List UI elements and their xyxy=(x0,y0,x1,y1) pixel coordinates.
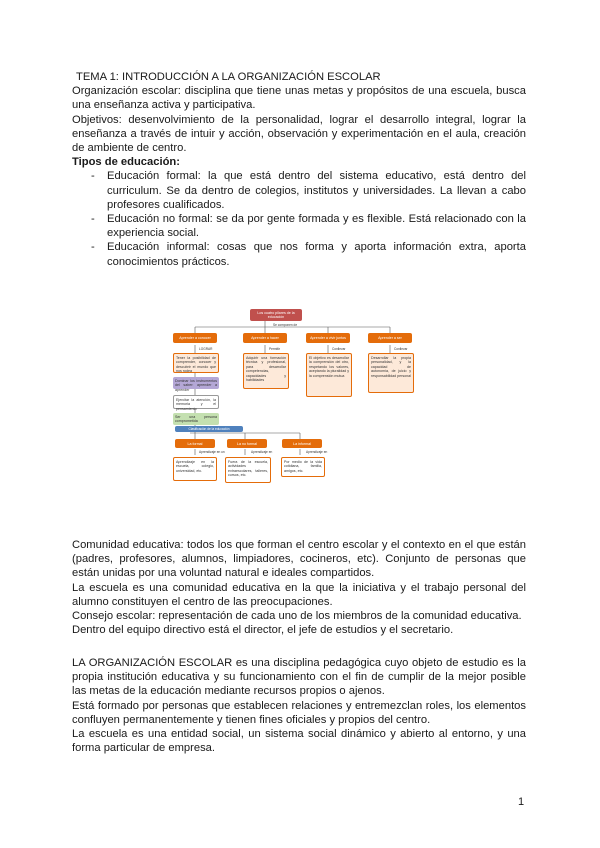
pillar-text-box: Desarrollar la propia personalidad, y la capacidad de autonomía, de juicio y responsabilidad personal xyxy=(368,353,414,393)
intro-objetivos: Objetivos: desenvolvimiento de la personalidad, lograr el desarrollo integral, lograr la enseñanza a través de intuir y acción, observación y experimentación en el aula, creación de ambiente de centro. xyxy=(72,113,526,155)
pillar-node: Aprender a vivir juntos xyxy=(306,333,350,343)
pillar-text-box: Adquirir una formación técnica y profesional, para desarrollar competencias, capacidades y habilidades xyxy=(243,353,289,389)
page-title: TEMA 1: INTRODUCCIÓN A LA ORGANIZACIÓN ESCOLAR xyxy=(76,71,381,83)
organizacion-paragraph: La escuela es una entidad social, un sistema social dinámico y abierto al entorno, y una forma particular de empresa. xyxy=(72,728,526,755)
pillar-verb: Permitir xyxy=(269,347,280,351)
comunidad-paragraph: Consejo escolar: representación de cada uno de los miembros de la comunidad educativa. xyxy=(72,610,522,623)
lower-left-box: Ser una persona comprometida xyxy=(175,415,217,424)
classification-node: Clasificación de la educación xyxy=(175,426,243,432)
type-text-box: Aprendizaje en la escuela, colegio, universidad, etc. xyxy=(173,457,217,481)
pillar-verb: Conllevar xyxy=(332,347,346,351)
tipos-list xyxy=(72,169,526,268)
concept-map-diagram xyxy=(165,305,435,510)
list-item: - Educación formal: la que está dentro del sistema educativo, está dentro del curriculum. Se da dentro de colegios, institutos y universidades. La llevan a cabo profesores cualificados. xyxy=(72,169,526,212)
diagram-root-sub: Se componen de xyxy=(273,323,298,327)
pillar-verb: LOGRAR xyxy=(199,347,213,351)
pillar-node: Aprender a conocer xyxy=(173,333,217,343)
type-sub: Aprendizaje en xyxy=(251,450,273,454)
type-sub: Aprendizaje en xyxy=(306,450,328,454)
organizacion-section xyxy=(72,656,526,755)
comunidad-paragraph: La escuela es una comunidad educativa en la que la iniciativa y el trabajo personal del alumno constituyen el centro de las preocupaciones. xyxy=(72,581,526,608)
pillar-node: Aprender a hacer xyxy=(243,333,287,343)
type-node: La formal xyxy=(175,439,215,448)
comunidad-section xyxy=(72,538,526,637)
type-text-box: Por medio de la vida cotidiana, familia, amigos, etc. xyxy=(281,457,325,477)
pillar-text-box: El objetivo es desarrollar la comprensión del otro, respetando los valores, aceptando la pluralidad y la comprensión mutua xyxy=(306,353,352,397)
lower-left-box: Dominar los instrumentos del saber: aprender a aprender xyxy=(175,379,217,392)
pillar-node: Aprender a ser xyxy=(368,333,412,343)
comunidad-paragraph: Dentro del equipo directivo está el director, el jefe de estudios y el secretario. xyxy=(72,624,454,637)
organizacion-paragraph: Está formado por personas que establecen relaciones y entremezclan roles, los elementos confluyen permanentemente y tienen fines oficiales y propios del centro. xyxy=(72,699,526,726)
page-number: 1 xyxy=(518,796,525,808)
type-text-box: Fuera de la escuela, actividades extraescolares, talleres, cursos, etc. xyxy=(225,457,271,483)
pillar-text-box: Tener la posibilidad de comprender, conocer y descubrir el mundo que nos rodea xyxy=(173,353,219,373)
type-sub: Aprendizaje en un xyxy=(199,450,225,454)
comunidad-paragraph: Comunidad educativa: todos los que forman el centro escolar y el contexto en el que están (padres, profesores, alumnos, limpiadores, cocineros, etc). Conjunto de personas que están unidas por una voluntad natural e ideales compartidos. xyxy=(72,539,526,580)
lower-left-box: Ejercitar la atención, la memoria y el pensamiento xyxy=(173,395,219,409)
intro-organizacion: Organización escolar: disciplina que tiene unas metas y propósitos de una escuela, busca una enseñanza activa y participativa. xyxy=(72,85,526,112)
type-node: La no formal xyxy=(227,439,267,448)
list-item: - Educación no formal: se da por gente formada y es flexible. Está relacionado con la experiencia social. xyxy=(72,212,526,240)
pillar-verb: Conllevar xyxy=(394,347,408,351)
type-node: La informal xyxy=(282,439,322,448)
tipos-heading: Tipos de educación: xyxy=(72,156,180,169)
top-text-section xyxy=(72,70,526,269)
organizacion-paragraph: LA ORGANIZACIÓN ESCOLAR es una disciplina pedagógica cuyo objeto de estudio es la propia institución educativa y su funcionamiento con el fin de cumplir de la mejor posible las metas de la educación mediante recursos propios o ajenos. xyxy=(72,657,526,698)
list-item: - Educación informal: cosas que nos forma y aporta información extra, aporta conocimientos prácticos. xyxy=(72,240,526,268)
diagram-root-node: Los cuatro pilares de la educación xyxy=(250,309,302,321)
